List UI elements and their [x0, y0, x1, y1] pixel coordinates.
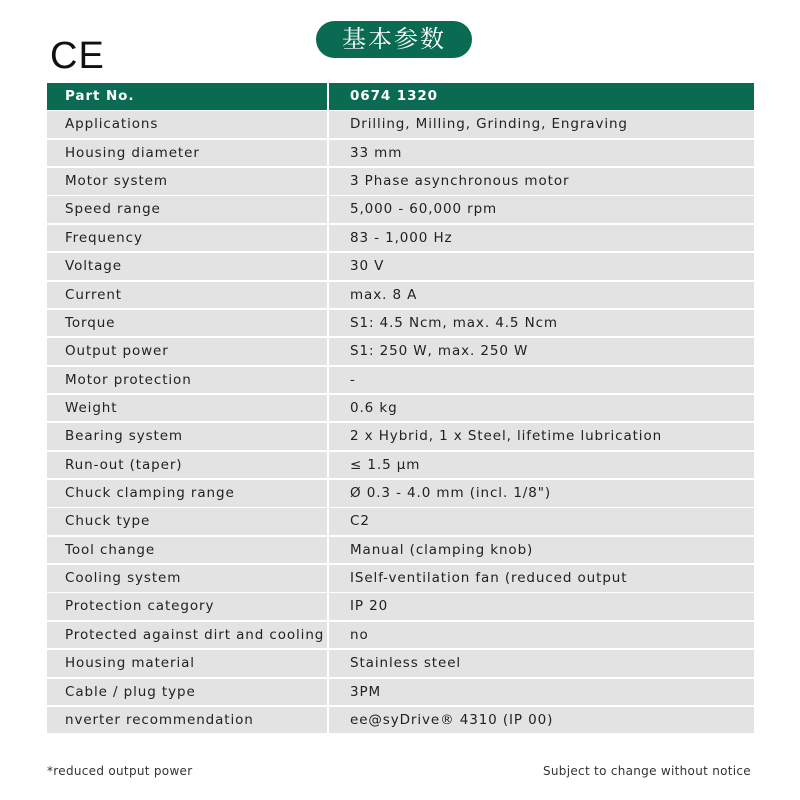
- row-value: max. 8 A: [329, 282, 754, 309]
- row-value: Drilling, Milling, Grinding, Engraving: [329, 111, 754, 138]
- row-label: Protected against dirt and cooling: [47, 622, 327, 649]
- row-value: Ø 0.3 - 4.0 mm (incl. 1/8"): [329, 480, 754, 507]
- row-value: IP 20: [329, 593, 754, 620]
- row-value: Manual (clamping knob): [329, 537, 754, 564]
- row-value: 2 x Hybrid, 1 x Steel, lifetime lubrication: [329, 423, 754, 450]
- row-label: Speed range: [47, 196, 327, 223]
- row-value: 3PM: [329, 679, 754, 706]
- row-value: 83 - 1,000 Hz: [329, 225, 754, 252]
- row-label: Run-out (taper): [47, 452, 327, 479]
- row-label: Chuck clamping range: [47, 480, 327, 507]
- row-label: Torque: [47, 310, 327, 337]
- row-value: S1: 250 W, max. 250 W: [329, 338, 754, 365]
- row-value: 3 Phase asynchronous motor: [329, 168, 754, 195]
- table-row: [47, 111, 754, 138]
- row-label: Cable / plug type: [47, 679, 327, 706]
- spec-table: [47, 83, 754, 735]
- table-header-row: [47, 83, 754, 110]
- table-row: [47, 622, 754, 649]
- table-row: [47, 282, 754, 309]
- table-row: [47, 679, 754, 706]
- row-label: nverter recommendation: [47, 707, 327, 734]
- row-label: Protection category: [47, 593, 327, 620]
- row-value: 33 mm: [329, 140, 754, 167]
- table-row: [47, 707, 754, 734]
- table-row: [47, 423, 754, 450]
- table-row: [47, 395, 754, 422]
- row-label: Weight: [47, 395, 327, 422]
- row-label: Applications: [47, 111, 327, 138]
- table-row: [47, 168, 754, 195]
- row-label: Chuck type: [47, 508, 327, 535]
- row-value: 0.6 kg: [329, 395, 754, 422]
- change-notice: Subject to change without notice: [542, 764, 751, 778]
- table-row: [47, 253, 754, 280]
- row-value: no: [329, 622, 754, 649]
- row-value: 30 V: [329, 253, 754, 280]
- row-value: -: [329, 367, 754, 394]
- row-label: Housing diameter: [47, 140, 327, 167]
- table-row: [47, 537, 754, 564]
- table-row: [47, 593, 754, 620]
- page-title: 基本参数: [316, 21, 472, 58]
- row-label: Motor protection: [47, 367, 327, 394]
- row-value: ee@syDrive® 4310 (IP 00): [329, 707, 754, 734]
- table-row: [47, 452, 754, 479]
- row-label: Cooling system: [47, 565, 327, 592]
- table-row: [47, 140, 754, 167]
- row-label: Voltage: [47, 253, 327, 280]
- row-value: ISelf-ventilation fan (reduced output: [329, 565, 754, 592]
- row-value: Stainless steel: [329, 650, 754, 677]
- table-row: [47, 196, 754, 223]
- header-label: Part No.: [47, 83, 327, 110]
- table-row: [47, 310, 754, 337]
- row-label: Housing material: [47, 650, 327, 677]
- row-label: Output power: [47, 338, 327, 365]
- footnote: *reduced output power: [47, 764, 193, 778]
- table-row: [47, 565, 754, 592]
- table-row: [47, 508, 754, 535]
- table-row: [47, 367, 754, 394]
- row-label: Current: [47, 282, 327, 309]
- table-body: [47, 111, 754, 733]
- row-label: Tool change: [47, 537, 327, 564]
- row-value: S1: 4.5 Ncm, max. 4.5 Ncm: [329, 310, 754, 337]
- table-row: [47, 338, 754, 365]
- row-value: 5,000 - 60,000 rpm: [329, 196, 754, 223]
- ce-mark-logo: CE: [50, 35, 105, 77]
- row-label: Motor system: [47, 168, 327, 195]
- table-row: [47, 225, 754, 252]
- table-row: [47, 650, 754, 677]
- row-label: Bearing system: [47, 423, 327, 450]
- header-value: 0674 1320: [329, 83, 754, 110]
- row-value: ≤ 1.5 µm: [329, 452, 754, 479]
- row-label: Frequency: [47, 225, 327, 252]
- table-row: [47, 480, 754, 507]
- row-value: C2: [329, 508, 754, 535]
